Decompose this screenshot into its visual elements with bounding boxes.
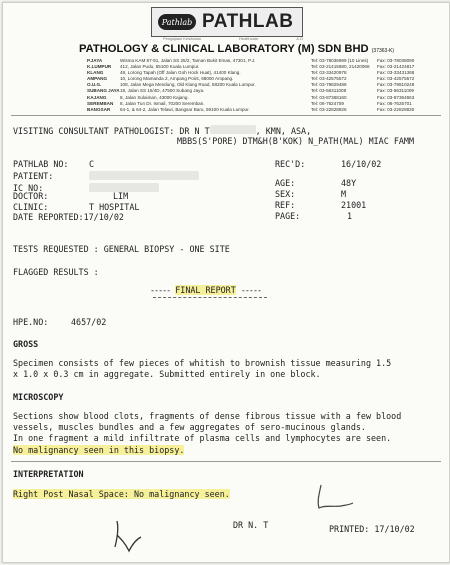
patient-label: PATIENT: xyxy=(13,171,54,181)
report-page xyxy=(2,2,450,563)
consultant-name: VISITING CONSULTANT PATHOLOGIST: DR N T xyxy=(13,126,210,136)
recd-value: 16/10/02 xyxy=(341,159,382,169)
age-label: AGE: xyxy=(275,178,296,188)
signatory-name: DR N. T xyxy=(233,520,269,530)
final-report-title: ----- FINAL REPORT ----- xyxy=(150,285,262,295)
signature-scribble xyxy=(311,481,355,513)
date-reported xyxy=(13,212,124,222)
company-name xyxy=(79,43,394,55)
branch-name: AMPANG xyxy=(87,76,108,82)
tests-requested: TESTS REQUESTED : GENERAL BIOPSY - ONE SITE xyxy=(13,244,230,254)
branch-fax: Fax: 03-79810248 xyxy=(377,82,415,88)
redacted-patient xyxy=(89,171,199,180)
microscopy-line: vessels, muscles bundles and a few aggregates of sero-mucinous glands. xyxy=(13,422,366,432)
branch-row xyxy=(87,107,437,113)
branch-tel: Tel: 03-21415680, 21420068 xyxy=(311,64,370,70)
branch-tel: Tel: 03-87368160 xyxy=(311,94,347,100)
microscopy-line: In one fragment a mild infiltrate of plasma cells and lymphocytes are seen. xyxy=(13,433,392,443)
branch-fax: Fax: 03-33431368 xyxy=(377,70,415,76)
gross-line: x 1.0 x 0.3 cm in aggregate. Submitted entirely in one block. xyxy=(13,369,321,379)
logo-mark: Pathlab xyxy=(158,14,196,30)
branch-name: KLANG xyxy=(87,70,104,76)
age-value: 48Y xyxy=(341,178,357,188)
gross-heading: GROSS xyxy=(13,339,39,349)
date-reported-label: DATE REPORTED: xyxy=(13,212,84,222)
branch-fax: Fax: 03-56311009 xyxy=(377,88,414,94)
page-value: 1 xyxy=(347,211,353,221)
branch-address: 108, Jalan Mega Mendung, Old Klang Road, 58200 Kuala Lumpur. xyxy=(120,82,256,88)
gross-line: Specimen consists of few pieces of whitish to brownish tissue measuring 1.5 xyxy=(13,358,392,368)
logo-text: PATHLAB xyxy=(202,11,294,32)
ic-label: IC NO: xyxy=(13,183,44,193)
branch-address: 18, Jalan SS 15/4D, 47500 Subang Jaya. xyxy=(120,88,205,94)
hpe-label: HPE.NO: xyxy=(13,317,49,327)
sex-label: SEX: xyxy=(275,189,296,199)
consultant-qualifications: MBBS(S'PORE) DTM&H(B'KOK) N_PATH(MAL) MIAC FAMM xyxy=(177,136,414,146)
branch-name: BANGSAR xyxy=(87,106,111,112)
redacted-name xyxy=(210,125,256,134)
ref-value: 21001 xyxy=(341,200,367,210)
branch-tel: Tel: 03-22828926 xyxy=(311,106,347,112)
branch-address: Wisma KAM 87-91, Jalan SS 25/2, Taman Bukit Emas, 47301, P.J. xyxy=(120,58,256,63)
microscopy-conclusion: No malignancy seen in this biopsy. xyxy=(13,445,185,455)
tagline-item: Healthcare xyxy=(239,36,259,41)
consultant-line xyxy=(13,125,311,136)
page-label: PAGE: xyxy=(275,211,301,221)
branch-tel: Tel: 03-78036999 (10 Lines) xyxy=(311,58,369,63)
branch-fax: Fax: 03-22828830 xyxy=(377,106,415,112)
pathlab-no-label: PATHLAB NO: xyxy=(13,159,69,169)
branch-address: 10, Lorong Mamanda 2, Ampang Point, 68000 Ampang. xyxy=(120,76,234,82)
branch-fax: Fax: 03-42575572 xyxy=(377,76,415,82)
flagged-results: FLAGGED RESULTS : xyxy=(13,267,99,277)
interpretation-text: Right Post Nasal Space: No malignancy seen. xyxy=(13,489,230,499)
branch-address: 8, Jalan Sulaiman, 43000 Kajang. xyxy=(120,94,189,100)
consultant-titles: , KMN, ASA, xyxy=(255,126,312,136)
microscopy-line: Sections show blood clots, fragments of dense fibrous tissue with a few blood xyxy=(13,411,402,421)
printed-value: 17/10/02 xyxy=(374,524,415,534)
doctor-signature xyxy=(111,515,151,555)
doctor-value: LIM xyxy=(113,191,129,201)
sex-value: M xyxy=(341,189,347,199)
pathlab-no-value: C xyxy=(89,159,95,169)
microscopy-heading: MICROSCOPY xyxy=(13,392,64,402)
branch-name: O.U.G. xyxy=(87,82,102,88)
branch-tel: Tel: 03-56311008 xyxy=(311,88,347,94)
branch-tel: Tel: 03-33420978 xyxy=(311,70,347,76)
branch-address: 412, Jalan Pudu, 55100 Kuala Lumpur. xyxy=(120,64,200,70)
printed-date xyxy=(329,524,415,534)
recd-label: REC'D: xyxy=(275,159,306,169)
clinic-label: CLINIC: xyxy=(13,202,49,212)
branch-fax: Fax: 06-7625701 xyxy=(377,100,412,106)
printed-label: PRINTED: xyxy=(329,524,370,534)
branch-tel: Tel: 06-7624759 xyxy=(311,100,344,106)
branch-tel: Tel: 03-79829488 xyxy=(311,82,347,88)
date-reported-value: 17/10/02 xyxy=(83,212,124,222)
branch-address: 48, Lorong Tapah (Off Jalan Goh Hock Huat), 41400 Klang. xyxy=(120,70,241,76)
branch-list xyxy=(87,58,437,113)
tagline-item: Pengajaan Kesihatan xyxy=(163,36,202,41)
title-underline xyxy=(153,297,267,298)
tagline xyxy=(163,36,303,41)
branch-tel: Tel: 03-42575572 xyxy=(311,76,347,82)
pathlab-logo xyxy=(151,7,303,37)
doctor-label: DOCTOR: xyxy=(13,191,49,201)
clinic-value: T HOSPITAL xyxy=(89,202,140,212)
branch-fax: Fax: 03-87364663 xyxy=(377,94,415,100)
branch-name: SEREMBAN xyxy=(87,100,114,106)
branch-fax: Fax: 03-21424817 xyxy=(377,64,415,70)
ref-label: REF: xyxy=(275,200,296,210)
branch-fax: Fax: 03-78038090 xyxy=(377,58,415,63)
branch-address: 64-1, & 64-2, Jalan Telawi, Bangsar Baru, 59100 Kuala Lumpur. xyxy=(120,106,250,112)
hpe-value: 4657/02 xyxy=(71,317,107,327)
branch-name: K.LUMPUR xyxy=(87,64,112,70)
interpretation-heading: INTERPRETATION xyxy=(13,469,84,479)
branch-name: P.JAYA xyxy=(87,58,103,63)
tagline-item: & D xyxy=(296,36,303,41)
company-name-text: PATHOLOGY & CLINICAL LABORATORY (M) SDN BHD xyxy=(79,43,369,55)
section-divider xyxy=(11,461,441,462)
branch-name: SUBANG JAYA xyxy=(87,88,120,94)
final-report-label: FINAL REPORT xyxy=(175,285,236,295)
company-reg: (37363-K) xyxy=(371,48,394,54)
header-divider xyxy=(11,115,441,116)
branch-address: 8, Jalan Tun Dr. Ismail, 70200 Seremban. xyxy=(120,100,205,106)
branch-name: KAJANG xyxy=(87,94,107,100)
